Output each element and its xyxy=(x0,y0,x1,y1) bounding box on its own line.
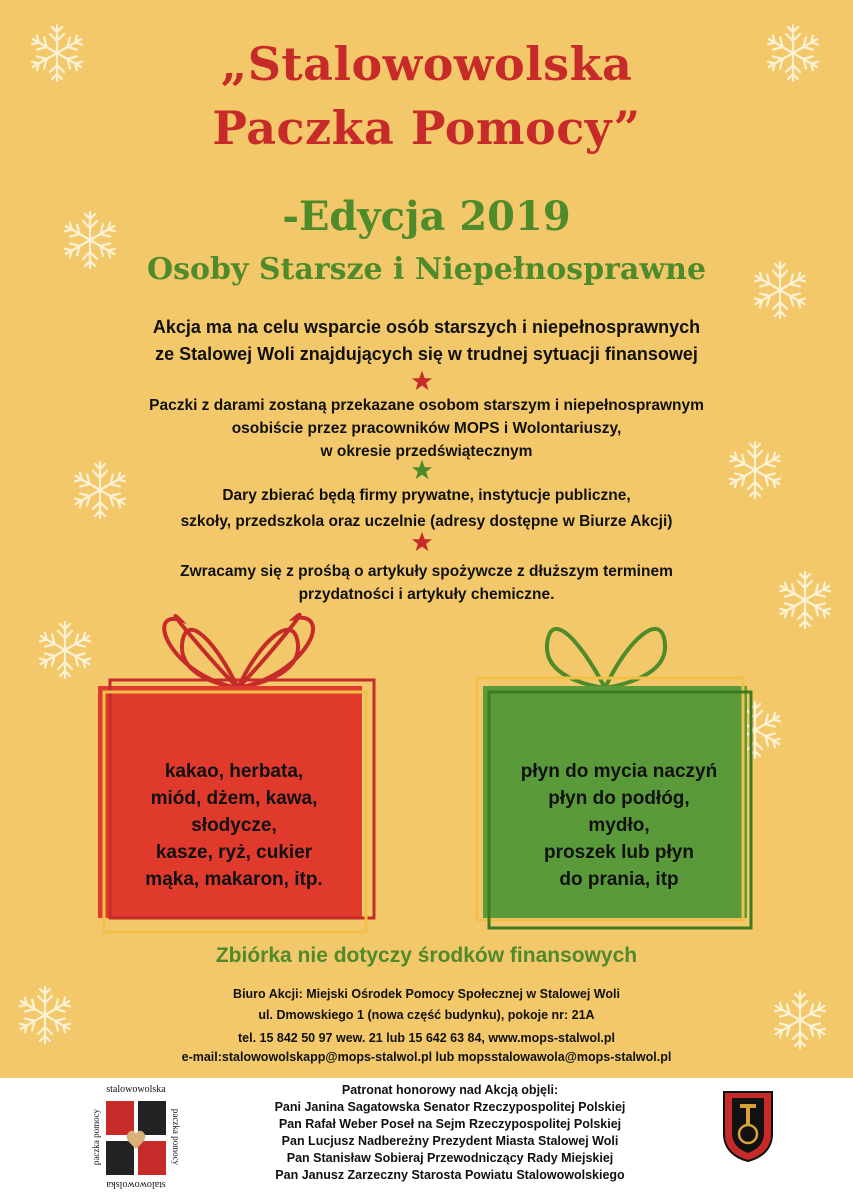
red-star-icon xyxy=(411,370,433,392)
red-gift-items xyxy=(100,758,368,893)
patron-name: Pan Stanisław Sobieraj Przewodniczący Rady Miejskiej xyxy=(286,1151,614,1165)
red-star-icon xyxy=(411,531,433,553)
gift-item: mąka, makaron, itp. xyxy=(145,869,323,890)
gift-item: do prania, itp xyxy=(559,869,679,890)
logo-left-text: paczka pomocy xyxy=(91,1108,101,1166)
title-line-1: „Stalowowolska xyxy=(220,37,633,91)
gift-item: proszek lub płyn xyxy=(544,842,694,863)
paragraph-2-line-1: Dary zbierać będą firmy prywatne, instytucje publiczne, xyxy=(222,487,631,504)
no-financial-note: Zbiórka nie dotyczy środków finansowych xyxy=(215,944,638,967)
gift-item: mydło, xyxy=(588,815,650,836)
edition-label: -Edycja 2019 xyxy=(282,193,571,240)
heart-puzzle-icon xyxy=(106,1101,166,1175)
paragraph-1-line-3: w okresie przedświątecznym xyxy=(320,443,533,460)
green-star-icon xyxy=(411,459,433,481)
paragraph-3-line-1: Zwracamy się z prośbą o artykuły spożywcze z dłuższym terminem xyxy=(180,563,673,580)
paragraph-2-line-2: szkoły, przedszkola oraz uczelnie (adresy dostępne w Biurze Akcji) xyxy=(180,513,673,530)
paczka-pomocy-logo xyxy=(88,1084,184,1192)
office-line-2: ul. Dmowskiego 1 (nowa część budynku), pokoje nr: 21A xyxy=(258,1008,595,1022)
patronage-heading: Patronat honorowy nad Akcją objęli: xyxy=(341,1083,559,1097)
gift-item: płyn do podłóg, xyxy=(548,788,690,809)
gift-item: kakao, herbata, xyxy=(164,761,304,782)
patronage-block xyxy=(200,1082,700,1184)
office-email[interactable]: e-mail:stalowowolskapp@mops-stalwol.pl lub mopsstalowawola@mops-stalwol.pl xyxy=(181,1050,672,1064)
gift-item: kasze, ryż, cukier xyxy=(155,842,313,863)
paragraph-3-line-2: przydatności i artykuły chemiczne. xyxy=(298,586,555,603)
title-line-2: Paczka Pomocy” xyxy=(212,101,641,155)
patron-name: Pani Janina Sagatowska Senator Rzeczypospolitej Polskiej xyxy=(274,1100,626,1114)
intro-line-2: ze Stalowej Woli znajdujących się w trudnej sytuacji finansowej xyxy=(155,344,698,364)
gift-item: słodycze, xyxy=(191,815,277,836)
logo-right-text: paczka pomocy xyxy=(171,1108,181,1166)
paragraph-1-line-2: osobiście przez pracowników MOPS i Wolontariuszy, xyxy=(231,420,622,437)
logo-bottom-text: stalowowolska xyxy=(106,1179,166,1190)
paragraph-1-line-1: Paczki z darami zostaną przekazane osobom starszym i niepełnosprawnym xyxy=(149,397,704,414)
gift-item: miód, dżem, kawa, xyxy=(150,788,318,809)
stalowa-wola-crest-icon xyxy=(722,1090,774,1162)
patron-name: Pan Rafał Weber Poseł na Sejm Rzeczypospolitej Polskiej xyxy=(278,1117,622,1131)
subtitle: Osoby Starsze i Niepełnosprawne xyxy=(146,252,707,287)
intro-line-1: Akcja ma na celu wsparcie osób starszych i niepełnosprawnych xyxy=(152,317,701,337)
patron-name: Pan Lucjusz Nadbereżny Prezydent Miasta Stalowej Woli xyxy=(281,1134,619,1148)
green-gift-items xyxy=(485,758,753,893)
office-phone[interactable]: tel. 15 842 50 97 wew. 21 lub 15 642 63 84, www.mops-stalwol.pl xyxy=(237,1031,616,1045)
office-line-1: Biuro Akcji: Miejski Ośrodek Pomocy Społecznej w Stalowej Woli xyxy=(233,987,620,1001)
logo-top-text: stalowowolska xyxy=(106,1084,166,1095)
patron-name: Pan Janusz Zarzeczny Starosta Powiatu Stalowowolskiego xyxy=(275,1168,625,1182)
gift-item: płyn do mycia naczyń xyxy=(520,761,718,782)
